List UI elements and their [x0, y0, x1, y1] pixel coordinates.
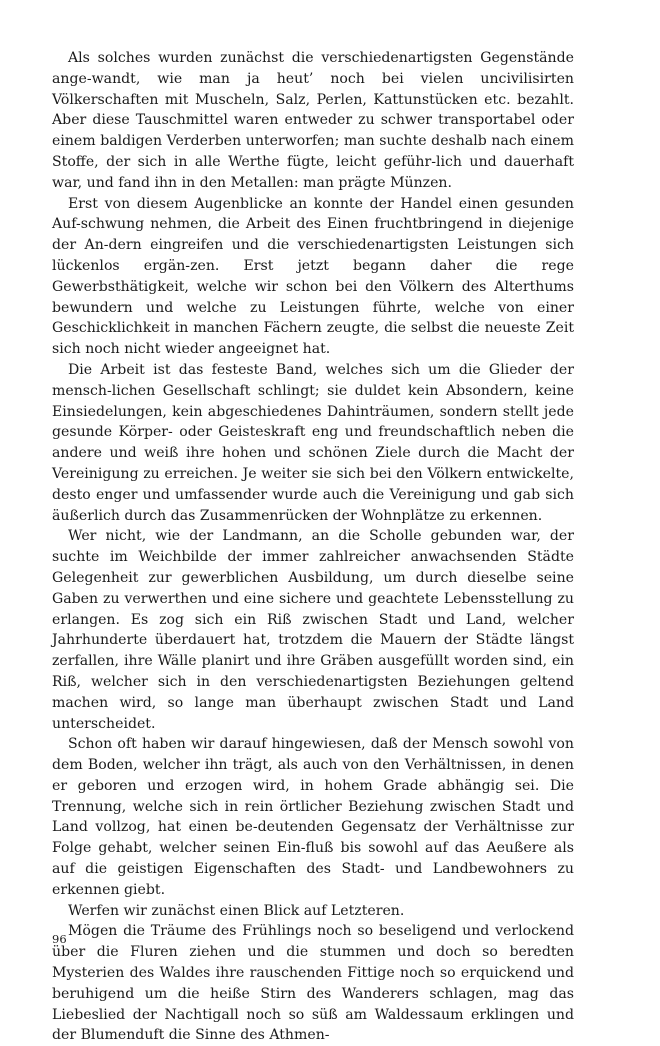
paragraph-3: Die Arbeit ist das festeste Band, welches sich um die Glieder der mensch-lichen Gesellschaft schlingt; sie duldet kein Absondern, keine Einsiedelungen, kein abgeschiedenes Dahinträumen, sondern stellt jede gesunde Körper- oder Geisteskraft eng und freundschaftlich neben die andere und weiß ihre hohen und schönen Ziele durch die Macht der Vereinigung zu erreichen. Je weiter sie sich bei den Völkern entwickelte, desto enger und umfassender wurde auch die Vereinigung und gab sich äußerlich durch das Zusammenrücken der Wohnplätze zu erkennen.: [52, 361, 574, 524]
page-body: [52, 48, 574, 1046]
page-number: 96: [52, 932, 67, 946]
paragraph-5: Schon oft haben wir darauf hingewiesen, daß der Mensch sowohl von dem Boden, welcher ihn trägt, als auch von den Verhältnissen, in denen er geboren und erzogen wird, in hohem Grade abhängig sei. Die Trennung, welche sich in rein örtlicher Beziehung zwischen Stadt und Land vollzog, hat einen be-deutenden Gegensatz der Verhältnisse zur Folge gehabt, welcher seinen Ein-fluß bis sowohl auf das Aeußere als auf die geistigen Eigenschaften des Stadt- und Landbewohners zu erkennen giebt.: [52, 736, 574, 898]
paragraph-7: Mögen die Träume des Frühlings noch so beseligend und verlockend über die Fluren ziehen und die stummen und doch so beredten Mysterien des Waldes ihre rauschenden Fittige noch so erquickend und beruhigend um die heiße Stirn des Wanderers schlagen, mag das Liebeslied der Nachtigall noch so süß am Waldessaum erklingen und der Blumenduft die Sinne des Athmen-: [52, 923, 574, 1044]
paragraph-6: Werfen wir zunächst einen Blick auf Letzteren.: [68, 902, 405, 919]
paragraph-2: Erst von diesem Augenblicke an konnte der Handel einen gesunden Auf-schwung nehmen, die Arbeit des Einen fruchtbringend in diejenige der An-dern eingreifen und die verschiedenartigsten Leistungen sich lückenlos ergän-zen. Erst jetzt begann daher die rege Gewerbsthätigkeit, welche wir schon bei den Völkern des Alterthums bewundern und welche zu Leistungen führte, welche von einer Geschicklichkeit in manchen Fächern zeugte, die selbst die neueste Zeit sich noch nicht wieder angeeignet hat.: [52, 195, 574, 358]
paragraph-1: Als solches wurden zunächst die verschiedenartigsten Gegenstände ange-wandt, wie man ja heut’ noch bei vielen uncivilisirten Völkerschaften mit Muscheln, Salz, Perlen, Kattunstücken etc. bezahlt. Aber diese Tauschmittel waren entweder zu schwer transportabel oder einem baldigen Verderben unterworfen; man suchte deshalb nach einem Stoffe, der sich in alle Werthe fügte, leicht geführ-lich und dauerhaft war, und fand ihn in den Metallen: man prägte Münzen.: [52, 50, 574, 191]
paragraph-4: Wer nicht, wie der Landmann, an die Scholle gebunden war, der suchte im Weichbilde der immer zahlreicher anwachsenden Städte Gelegenheit zur gewerblichen Ausbildung, um durch dieselbe seine Gaben zu verwerthen und eine sichere und geachtete Lebensstellung zu erlangen. Es zog sich ein Riß zwischen Stadt und Land, welcher Jahrhunderte überdauert hat, trotzdem die Mauern der Städte längst zerfallen, ihre Wälle planirt und ihre Gräben ausgefüllt worden sind, ein Riß, welcher sich in den verschiedenartigsten Beziehungen geltend machen wird, so lange man überhaupt zwischen Stadt und Land unterscheidet.: [52, 528, 574, 732]
